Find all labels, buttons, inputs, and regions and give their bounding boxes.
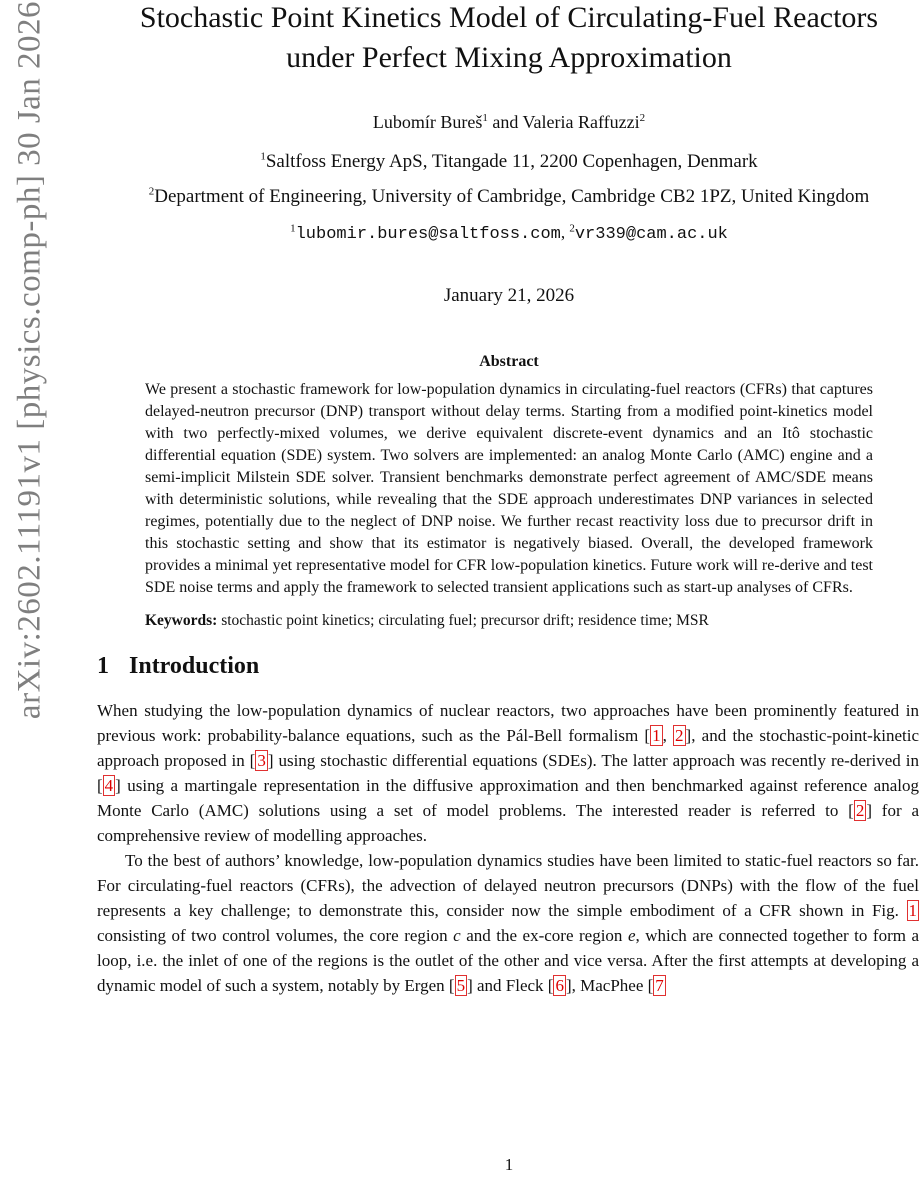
author-2: Valeria Raffuzzi (522, 112, 640, 132)
author-list (97, 112, 921, 133)
page-number: 1 (504, 1155, 514, 1174)
paper-date: January 21, 2026 (443, 285, 575, 306)
citation-link[interactable]: 6 (555, 976, 564, 995)
citation-link[interactable]: 2 (855, 801, 865, 820)
paper-title (97, 0, 921, 78)
email-2[interactable]: vr339@cam.ac.uk (574, 225, 728, 244)
paper-page (97, 0, 921, 1200)
author-emails: $^1$lubomir.bures@saltfoss.com, $^2$vr339@cam.ac.uk (290, 222, 728, 244)
author-separator: and (487, 112, 523, 132)
abstract-text: We present a stochastic framework for low-population dynamics in circulating-fuel reactors (CFRs) that captures delayed-neutron precursor (DNP) transport without delay terms. Starting from a modified point-kinetics model with two perfectly-mixed volumes, we derive equivalent discrete-event dynamics and an Itô stochastic differential equation (SDE) system. Two solvers are implemented: an analog Monte Carlo (AMC) engine and a semi-implicit Milstein SDE solver. Transient benchmarks demonstrate perfect agreement of AMC/SDE means with deterministic solutions, while revealing that the SDE approach underestimates DNP variances in selected regimes, potentially due to the neglect of DNP noise. We further recast reactivity loss due to precursor drift in this stochastic setting and show that its estimator is negatively biased. Overall, the developed framework provides a minimal yet representative model for CFR low-population kinetics. Future work will re-derive and test SDE noise terms and apply the framework to selected transient applications such as start-up analyses of CFRs. (145, 381, 873, 596)
abstract-heading: Abstract (479, 353, 539, 370)
section-heading-introduction (97, 653, 921, 680)
citation-link[interactable]: 2 (675, 726, 684, 745)
arxiv-sidebar-stamp (6, 0, 54, 720)
introduction-body (97, 698, 921, 998)
citation-link[interactable]: 5 (456, 976, 466, 995)
affiliation-2: $^2$Department of Engineering, University of Cambridge, Cambridge CB2 1PZ, United Kingdom (148, 185, 870, 207)
title-line-1: Stochastic Point Kinetics Model of Circulating-Fuel Reactors (139, 1, 879, 34)
author-1: Lubomír Bureš (372, 112, 483, 132)
keywords-label: Keywords: (145, 612, 218, 629)
citation-link[interactable]: 7 (655, 976, 664, 995)
citation-link[interactable]: 4 (104, 776, 114, 795)
math-e: e (627, 926, 636, 945)
keywords-text: stochastic point kinetics; circulating fuel; precursor drift; residence time; MSR (217, 612, 709, 629)
section-number: 1 (97, 653, 109, 679)
keywords (145, 612, 873, 630)
paragraph-1: When studying the low-population dynamics of nuclear reactors, two approaches have been prominently featured in previous work: probability-balance equations, such as the Pál-Bell formalism [ 1 , 2 ], and the stochastic-point-kinetic approach proposed in [ 3 ] using stochastic differential equations (SDEs). The latter approach was recently re-derived in [ 4 ] using a martingale representation in the diffusive approximation and then benchmarked against reference analog Monte Carlo (AMC) solutions using a set of model problems. The interested reader is referred to [ 2 ] for a comprehensive review of modelling approaches. (97, 701, 919, 845)
email-1[interactable]: lubomir.bures@saltfoss.com (295, 225, 561, 244)
citation-link[interactable]: 1 (652, 726, 661, 745)
affiliation-1: $^1$Saltfoss Energy ApS, Titangade 11, 2200 Copenhagen, Denmark (260, 150, 758, 172)
section-title: Introduction (129, 653, 260, 679)
author-1-affil: 1 (482, 112, 488, 124)
paragraph-2: To the best of authors’ knowledge, low-population dynamics studies have been limited to static-fuel reactors so far. For circulating-fuel reactors (CFRs), the advection of delayed neutron precursors (DNPs) with the flow of the fuel represents a key challenge; to demonstrate this, consider now the simple embodiment of a CFR shown in Fig. 1 consisting of two control volumes, the core region c and the ex-core region e, which are connected together to form a loop, i.e. the inlet of one of the regions is the outlet of the other and vice versa. After the first attempts at developing a dynamic model of such a system, notably by Ergen [ 5 ] and Fleck [ 6 ], MacPhee [ 7 (97, 851, 920, 995)
author-2-affil: 2 (639, 112, 646, 124)
arxiv-identifier: arXiv:2602.11191v1 [physics.comp-ph] 30 Jan 2026 (11, 0, 48, 720)
figure-link[interactable]: 1 (908, 901, 917, 920)
title-line-2: under Perfect Mixing Approximation (286, 41, 732, 74)
citation-link[interactable]: 3 (257, 751, 266, 770)
math-c: c (453, 926, 461, 945)
